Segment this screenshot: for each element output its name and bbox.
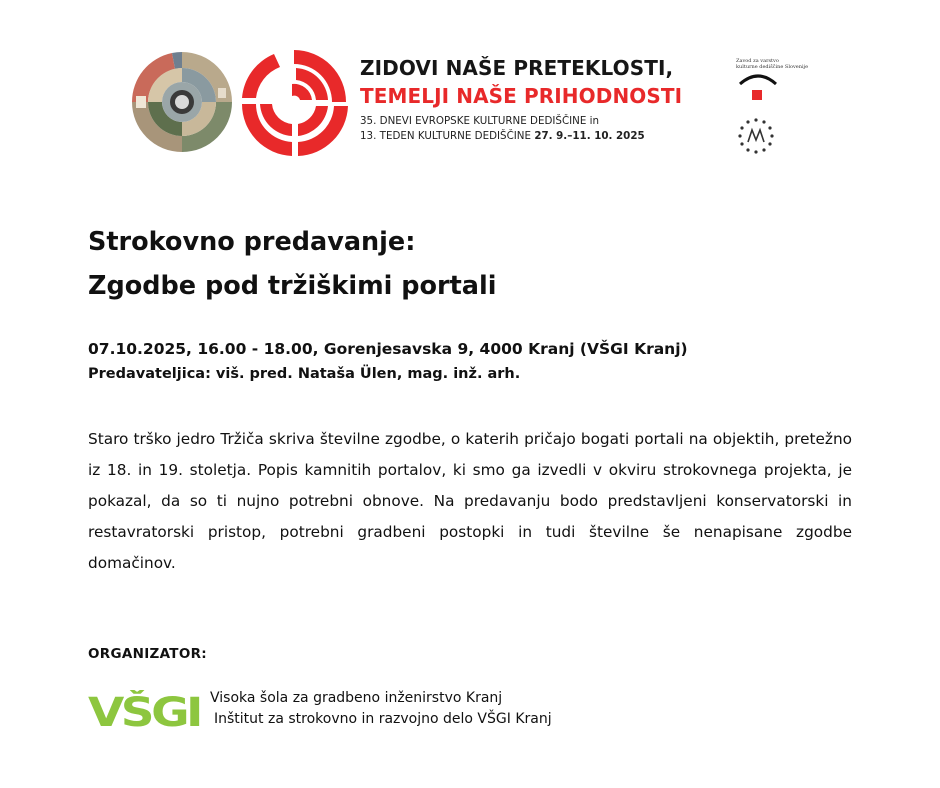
organizer-name (210, 688, 552, 730)
photo-collage-spiral-image (128, 48, 236, 156)
banner-text (360, 54, 740, 144)
event-title-line1: Strokovno predavanje: (88, 227, 416, 257)
heritage-days-emblem-icon (736, 116, 776, 156)
event-datetime-location: 07.10.2025, 16.00 - 18.00, Gorenjesavska 9, 4000 Kranj (VŠGI Kranj) (88, 340, 688, 358)
banner-subtitle-line1: 35. DNEVI EVROPSKE KULTURNE DEDIŠČINE in (360, 115, 600, 127)
banner-subtitle-line2-prefix: 13. TEDEN KULTURNE DEDIŠČINE (360, 130, 532, 142)
vsgi-logo (88, 690, 200, 730)
institute-name-line2: kulturne dediščine Slovenije (736, 64, 809, 70)
event-lecturer: Predavateljica: viš. pred. Nataša Ülen, mag. inž. arh. (88, 366, 521, 382)
header-banner (128, 40, 828, 158)
banner-subtitle (360, 114, 740, 144)
banner-title-line2: TEMELJI NAŠE PRIHODNOSTI (360, 84, 683, 108)
organizer-line1: Visoka šola za gradbeno inženirstvo Kranj (210, 690, 503, 706)
institute-name-line1: Zavod za varstvo (736, 58, 779, 64)
banner-title-line1: ZIDOVI NAŠE PRETEKLOSTI, (360, 56, 674, 80)
event-meta (88, 335, 688, 385)
organizer-label: ORGANIZATOR: (88, 646, 207, 662)
banner-date: 27. 9.–11. 10. 2025 (534, 130, 645, 142)
vsgi-logo-text: VŠGI (88, 690, 184, 730)
event-title-line2: Zgodbe pod tržiškimi portali (88, 271, 497, 301)
organizer-line2: Inštitut za strokovno in razvojno delo VŠGI Kranj (214, 711, 552, 727)
event-description: Staro trško jedro Tržiča skriva številne zgodbe, o katerih pričajo bogati portali na objektih, pretežno iz 18. in 19. stoletja. Popis kamnitih portalov, ki smo ga izvedli v okviru strokovnega projekta, je pokazal, da so ti nujno potrebni obnove. Na predavanju bodo predstavljeni konservatorski in restavratorski pristop, potrebni gradbeni postopki in tudi številne še nenapisane zgodbe domačinov. (88, 430, 852, 572)
event-title (88, 220, 497, 308)
red-spiral-logo (240, 48, 348, 156)
banner-subtitle-line2 (360, 129, 740, 144)
